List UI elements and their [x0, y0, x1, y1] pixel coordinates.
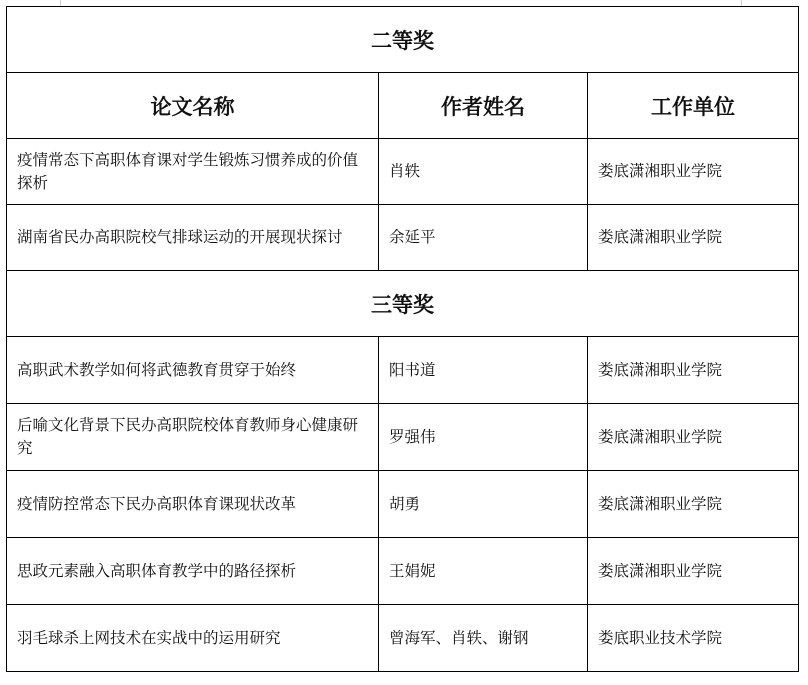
table-row [7, 605, 799, 672]
section-row-second-prize [7, 7, 799, 73]
author-cell: 肖轶 [379, 139, 588, 205]
unit-cell: 娄底潇湘职业学院 [588, 337, 799, 404]
header-author: 作者姓名 [379, 73, 588, 139]
unit-cell: 娄底潇湘职业学院 [588, 471, 799, 538]
author-cell: 王娟妮 [379, 538, 588, 605]
table-row [7, 337, 799, 404]
table-row [7, 538, 799, 605]
paper-title-cell: 疫情常态下高职体育课对学生锻炼习惯养成的价值探析 [7, 139, 379, 205]
paper-title-cell: 羽毛球杀上网技术在实战中的运用研究 [7, 605, 379, 672]
award-table [6, 6, 799, 672]
table-row [7, 139, 799, 205]
author-cell: 曾海军、肖轶、谢钢 [379, 605, 588, 672]
unit-cell: 娄底潇湘职业学院 [588, 538, 799, 605]
header-unit: 工作单位 [588, 73, 799, 139]
section-title-second-prize: 二等奖 [7, 7, 799, 73]
paper-title-cell: 思政元素融入高职体育教学中的路径探析 [7, 538, 379, 605]
table-row [7, 404, 799, 471]
author-cell: 胡勇 [379, 471, 588, 538]
author-cell: 阳书道 [379, 337, 588, 404]
header-title: 论文名称 [7, 73, 379, 139]
paper-title-cell: 后喻文化背景下民办高职院校体育教师身心健康研究 [7, 404, 379, 471]
unit-cell: 娄底潇湘职业学院 [588, 205, 799, 271]
paper-title-cell: 高职武术教学如何将武德教育贯穿于始终 [7, 337, 379, 404]
section-row-third-prize [7, 271, 799, 337]
author-cell: 罗强伟 [379, 404, 588, 471]
paper-title-cell: 湖南省民办高职院校气排球运动的开展现状探讨 [7, 205, 379, 271]
table-row [7, 205, 799, 271]
paper-title-cell: 疫情防控常态下民办高职体育课现状改革 [7, 471, 379, 538]
author-cell: 余延平 [379, 205, 588, 271]
unit-cell: 娄底职业技术学院 [588, 605, 799, 672]
unit-cell: 娄底潇湘职业学院 [588, 139, 799, 205]
table-header-row [7, 73, 799, 139]
unit-cell: 娄底潇湘职业学院 [588, 404, 799, 471]
table-row [7, 471, 799, 538]
section-title-third-prize: 三等奖 [7, 271, 799, 337]
